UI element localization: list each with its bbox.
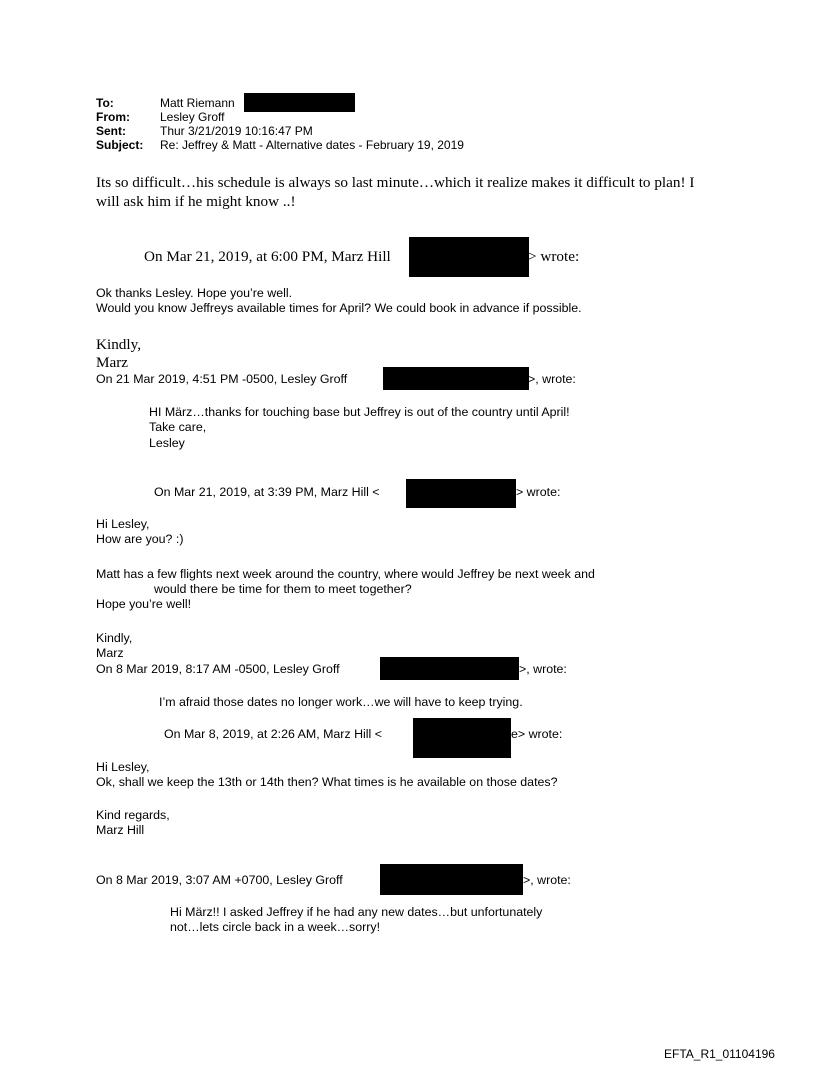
msg5-greeting: Hi Lesley, (96, 760, 150, 774)
msg5-line: Ok, shall we keep the 13th or 14th then? What times is he available on those dates? (96, 775, 558, 789)
msg5-intro: On Mar 8, 2019, at 2:26 AM, Marz Hill < (164, 727, 382, 741)
msg6-intro: On 8 Mar 2019, 3:07 AM +0700, Lesley Groff (96, 873, 343, 887)
sent-value: Thur 3/21/2019 10:16:47 PM (160, 124, 313, 138)
reply-line-2: will ask him if he might know ..! (96, 193, 296, 210)
redaction-box (413, 718, 511, 758)
msg5-signoff: Kind regards, (96, 808, 170, 822)
msg3-para-line-2: would there be time for them to meet together? (154, 582, 412, 596)
msg2-line-2: Take care, (149, 420, 207, 434)
msg1-signoff: Kindly, (96, 336, 141, 353)
msg3-intro: On Mar 21, 2019, at 3:39 PM, Marz Hill < (154, 485, 380, 499)
redaction-box (406, 479, 516, 508)
document-id: EFTA_R1_01104196 (664, 1047, 775, 1061)
redaction-box (409, 237, 529, 277)
msg1-signature: Marz (96, 354, 129, 371)
msg3-greeting: Hi Lesley, (96, 517, 150, 531)
msg3-signature: Marz (96, 646, 124, 660)
msg1-intro-suffix: > wrote: (528, 248, 580, 265)
msg1-line-1: Ok thanks Lesley. Hope you’re well. (96, 286, 293, 300)
redaction-box (244, 93, 355, 112)
msg6-line-2: not…lets circle back in a week…sorry! (170, 920, 381, 934)
from-value: Lesley Groff (160, 110, 225, 124)
msg3-para-line-1: Matt has a few flights next week around the country, where would Jeffrey be next week and (96, 567, 595, 581)
msg3-intro-suffix: > wrote: (516, 485, 561, 499)
msg3-signoff: Kindly, (96, 631, 133, 645)
reply-line-1: Its so difficult…his schedule is always so last minute…which it realize makes it difficult to plan! I (96, 174, 695, 191)
msg1-line-2: Would you know Jeffreys available times for April? We could book in advance if possible. (96, 301, 582, 315)
msg3-para-line-3: Hope you’re well! (96, 597, 192, 611)
msg4-line: I’m afraid those dates no longer work…we will have to keep trying. (159, 695, 523, 709)
redaction-box (380, 864, 523, 895)
msg5-intro-suffix: e> wrote: (511, 727, 563, 741)
redaction-box (383, 367, 529, 390)
sent-label: Sent: (96, 124, 126, 138)
subject-value: Re: Jeffrey & Matt - Alternative dates - February 19, 2019 (160, 138, 464, 152)
msg2-intro-suffix: >, wrote: (528, 372, 576, 386)
subject-label: Subject: (96, 138, 144, 152)
redaction-box (380, 657, 519, 680)
msg2-line-3: Lesley (149, 436, 185, 450)
msg2-intro: On 21 Mar 2019, 4:51 PM -0500, Lesley Groff (96, 372, 348, 386)
to-label: To: (96, 96, 114, 110)
to-value: Matt Riemann (160, 96, 235, 110)
msg1-intro: On Mar 21, 2019, at 6:00 PM, Marz Hill (144, 248, 391, 265)
msg4-intro: On 8 Mar 2019, 8:17 AM -0500, Lesley Groff (96, 662, 340, 676)
from-label: From: (96, 110, 130, 124)
msg3-question: How are you? :) (96, 532, 184, 546)
msg2-line-1: HI März…thanks for touching base but Jeffrey is out of the country until April! (149, 405, 570, 419)
msg4-intro-suffix: >, wrote: (519, 662, 567, 676)
msg5-signature: Marz Hill (96, 823, 145, 837)
msg6-line-1: Hi März!! I asked Jeffrey if he had any new dates…but unfortunately (170, 905, 543, 919)
msg6-intro-suffix: >, wrote: (523, 873, 571, 887)
